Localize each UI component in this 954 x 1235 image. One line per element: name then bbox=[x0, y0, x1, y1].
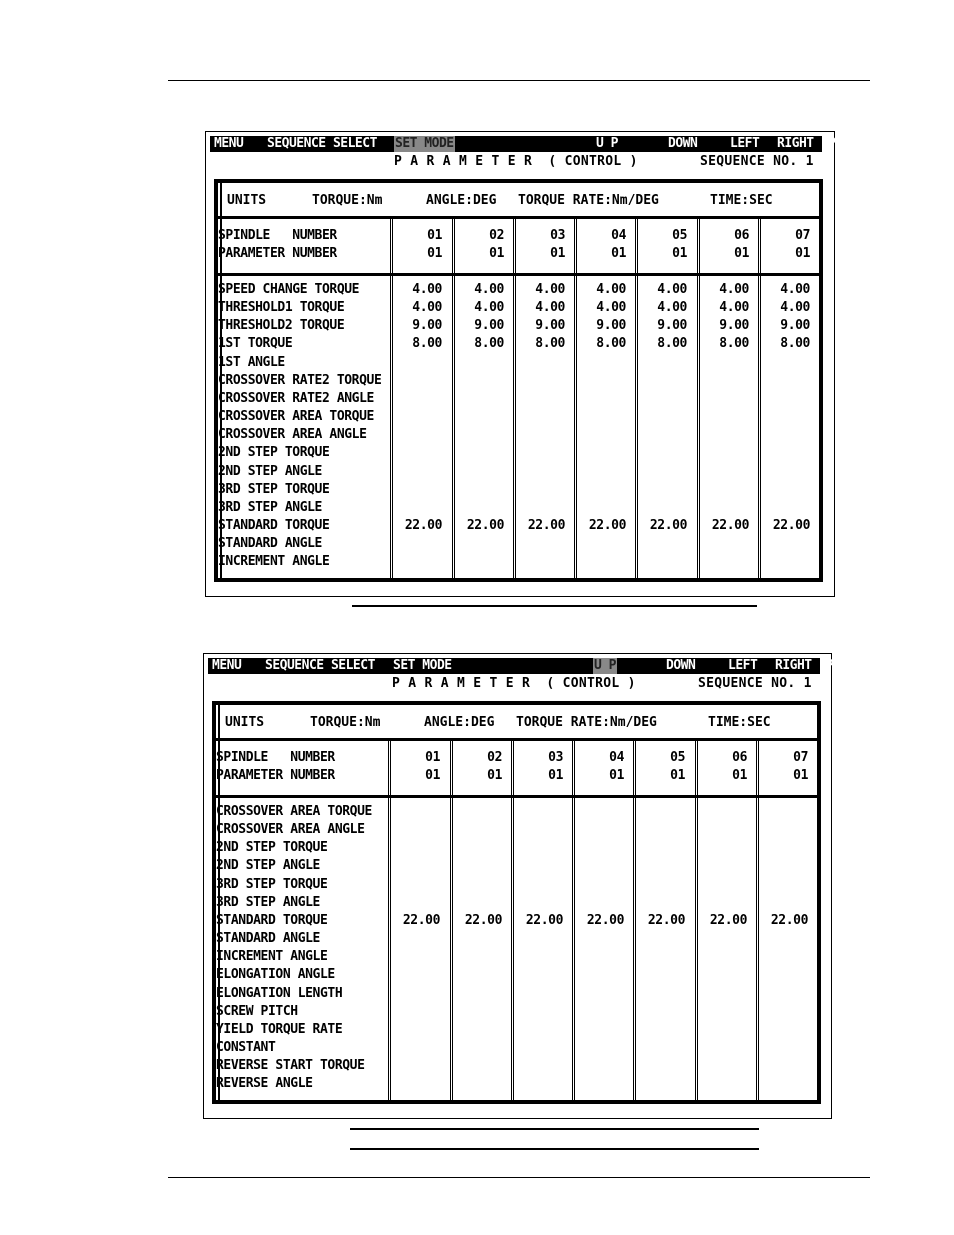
sequence-select-button[interactable]: SEQUENCE SELECT bbox=[267, 136, 377, 151]
parameter-row-label: YIELD TORQUE RATE bbox=[216, 1021, 343, 1037]
menu-button[interactable]: MENU bbox=[214, 136, 244, 151]
parameter-value[interactable]: 4.00 bbox=[474, 282, 504, 297]
units-torque: TORQUE:Nm bbox=[310, 715, 381, 730]
parameter-value[interactable]: 9.00 bbox=[780, 318, 810, 334]
parameter-value[interactable]: 9.00 bbox=[657, 318, 687, 334]
header-divider bbox=[216, 795, 817, 798]
parameter-value[interactable]: 22.00 bbox=[466, 517, 504, 533]
parameter-value[interactable]: 4.00 bbox=[474, 300, 504, 316]
parameter-value[interactable]: 22.00 bbox=[464, 912, 502, 928]
parameter-value[interactable]: 22.00 bbox=[588, 517, 626, 533]
spindle-number: 07 bbox=[795, 228, 810, 243]
parameter-value[interactable]: 9.00 bbox=[412, 318, 442, 334]
header-label: SPINDLE NUMBER bbox=[216, 750, 335, 765]
parameter-value[interactable]: 22.00 bbox=[404, 517, 442, 533]
parameter-row-label: 2ND STEP ANGLE bbox=[216, 858, 320, 874]
parameter-value[interactable]: 8.00 bbox=[657, 336, 687, 352]
units-torque: TORQUE:Nm bbox=[312, 193, 383, 208]
parameter-number: 01 bbox=[732, 768, 747, 783]
parameter-value[interactable]: 22.00 bbox=[709, 912, 747, 928]
parameter-value[interactable]: 9.00 bbox=[474, 318, 504, 334]
spindle-number: 02 bbox=[487, 750, 502, 765]
header-divider bbox=[218, 273, 819, 276]
parameter-number: 01 bbox=[489, 246, 504, 261]
spindle-number: 06 bbox=[734, 228, 749, 243]
top-page-rule bbox=[168, 80, 870, 81]
parameter-number: 01 bbox=[427, 246, 442, 261]
parameter-value[interactable]: 4.00 bbox=[719, 282, 749, 297]
print-button[interactable]: PRINT bbox=[828, 136, 865, 151]
parameter-number: 01 bbox=[548, 768, 563, 783]
parameter-value[interactable]: 9.00 bbox=[719, 318, 749, 334]
parameter-number: 01 bbox=[670, 768, 685, 783]
units-torque-rate: TORQUE RATE:Nm/DEG bbox=[516, 715, 657, 730]
parameter-row-label: STANDARD ANGLE bbox=[216, 931, 320, 947]
caption-rule-2a bbox=[350, 1128, 759, 1130]
units-time: TIME:SEC bbox=[710, 193, 773, 208]
menu-bar bbox=[208, 658, 863, 674]
parameter-number: 01 bbox=[487, 768, 502, 783]
parameter-row-label: 3RD STEP ANGLE bbox=[218, 499, 322, 515]
parameter-row-label: INCREMENT ANGLE bbox=[218, 554, 330, 570]
parameter-row-label: 2ND STEP TORQUE bbox=[216, 840, 328, 856]
units-angle: ANGLE:DEG bbox=[426, 193, 497, 208]
parameter-row-label: 3RD STEP TORQUE bbox=[216, 876, 328, 892]
spindle-number: 03 bbox=[548, 750, 563, 765]
caption-rule-1 bbox=[352, 605, 757, 607]
units-label: UNITS bbox=[227, 193, 267, 208]
units-label: UNITS bbox=[225, 715, 265, 730]
parameter-number: 01 bbox=[734, 246, 749, 261]
parameter-screen-2 bbox=[203, 653, 863, 1119]
parameter-number: 01 bbox=[609, 768, 624, 783]
parameter-value[interactable]: 8.00 bbox=[780, 336, 810, 352]
parameter-value[interactable]: 4.00 bbox=[657, 282, 687, 297]
down-button[interactable]: DOWN bbox=[668, 136, 698, 151]
parameter-row-label: 1ST ANGLE bbox=[218, 354, 285, 370]
sequence-select-button[interactable]: SEQUENCE SELECT bbox=[265, 658, 375, 673]
screen-title: P A R A M E T E R ( CONTROL ) bbox=[392, 676, 636, 691]
parameter-row-label: REVERSE START TORQUE bbox=[216, 1058, 365, 1074]
left-button[interactable]: LEFT bbox=[730, 136, 760, 151]
menu-button[interactable]: MENU bbox=[212, 658, 242, 673]
spindle-number: 03 bbox=[550, 228, 565, 243]
right-button[interactable]: RIGHT bbox=[775, 658, 812, 673]
parameter-table bbox=[214, 179, 823, 582]
spindle-number: 04 bbox=[611, 228, 626, 243]
parameter-number: 01 bbox=[793, 768, 808, 783]
parameter-value[interactable]: 4.00 bbox=[596, 300, 626, 316]
parameter-number: 01 bbox=[672, 246, 687, 261]
print-button[interactable]: PRINT bbox=[826, 658, 863, 673]
spindle-number: 02 bbox=[489, 228, 504, 243]
units-row bbox=[218, 183, 819, 219]
units-row bbox=[216, 705, 817, 741]
parameter-row-label: 3RD STEP TORQUE bbox=[218, 481, 330, 497]
parameter-row-label: 3RD STEP ANGLE bbox=[216, 894, 320, 910]
parameter-number: 01 bbox=[550, 246, 565, 261]
parameter-value[interactable]: 22.00 bbox=[711, 517, 749, 533]
parameter-row-label: CROSSOVER AREA ANGLE bbox=[216, 822, 365, 838]
parameter-row-label: STANDARD ANGLE bbox=[218, 536, 322, 552]
parameter-value[interactable]: 22.00 bbox=[770, 912, 808, 928]
parameter-value[interactable]: 22.00 bbox=[586, 912, 624, 928]
parameter-value[interactable]: 8.00 bbox=[535, 336, 565, 352]
parameter-row-label: CROSSOVER AREA TORQUE bbox=[218, 409, 374, 425]
spindle-number: 04 bbox=[609, 750, 624, 765]
screen-title: P A R A M E T E R ( CONTROL ) bbox=[394, 154, 638, 169]
parameter-value[interactable]: 4.00 bbox=[412, 282, 442, 297]
menu-bar bbox=[210, 136, 865, 152]
spindle-number: 07 bbox=[793, 750, 808, 765]
set-mode-button[interactable]: SET MODE bbox=[395, 136, 454, 151]
parameter-row-label: 1ST TORQUE bbox=[218, 336, 293, 352]
header-label: PARAMETER NUMBER bbox=[216, 768, 335, 783]
parameter-value[interactable]: 22.00 bbox=[525, 912, 563, 928]
parameter-value[interactable]: 22.00 bbox=[402, 912, 440, 928]
parameter-row-label: CROSSOVER RATE2 TORQUE bbox=[218, 372, 382, 388]
units-torque-rate: TORQUE RATE:Nm/DEG bbox=[518, 193, 659, 208]
spindle-number: 05 bbox=[672, 228, 687, 243]
parameter-value[interactable]: 4.00 bbox=[535, 282, 565, 297]
spindle-number: 01 bbox=[427, 228, 442, 243]
up-button[interactable]: U P bbox=[596, 136, 618, 151]
parameter-value[interactable]: 4.00 bbox=[780, 300, 810, 316]
parameter-value[interactable]: 22.00 bbox=[527, 517, 565, 533]
parameter-value[interactable]: 4.00 bbox=[780, 282, 810, 297]
units-angle: ANGLE:DEG bbox=[424, 715, 495, 730]
parameter-row-label: ELONGATION LENGTH bbox=[216, 985, 343, 1001]
spindle-number: 05 bbox=[670, 750, 685, 765]
header-label: SPINDLE NUMBER bbox=[218, 228, 337, 243]
parameter-table bbox=[212, 701, 821, 1104]
parameter-value[interactable]: 4.00 bbox=[596, 282, 626, 297]
parameter-number: 01 bbox=[425, 768, 440, 783]
parameter-value[interactable]: 9.00 bbox=[596, 318, 626, 334]
parameter-row-label: 2ND STEP ANGLE bbox=[218, 463, 322, 479]
parameter-value[interactable]: 8.00 bbox=[719, 336, 749, 352]
parameter-screen-1 bbox=[205, 131, 865, 597]
up-button[interactable]: U P bbox=[594, 658, 616, 673]
parameter-number: 01 bbox=[611, 246, 626, 261]
parameter-row-label: 2ND STEP TORQUE bbox=[218, 445, 330, 461]
bottom-page-rule bbox=[168, 1177, 870, 1178]
header-label: PARAMETER NUMBER bbox=[218, 246, 337, 261]
parameter-number: 01 bbox=[795, 246, 810, 261]
parameter-value[interactable]: 22.00 bbox=[647, 912, 685, 928]
parameter-row-label: CONSTANT bbox=[216, 1039, 276, 1055]
parameter-row-label: SCREW PITCH bbox=[216, 1003, 298, 1019]
parameter-row-label: ELONGATION ANGLE bbox=[216, 967, 335, 983]
parameter-value[interactable]: 4.00 bbox=[719, 300, 749, 316]
parameter-value[interactable]: 8.00 bbox=[412, 336, 442, 352]
parameter-value[interactable]: 9.00 bbox=[535, 318, 565, 334]
parameter-value[interactable]: 4.00 bbox=[657, 300, 687, 316]
parameter-row-label: SPEED CHANGE TORQUE bbox=[218, 282, 360, 297]
parameter-value[interactable]: 22.00 bbox=[772, 517, 810, 533]
parameter-row-label: INCREMENT ANGLE bbox=[216, 949, 328, 965]
parameter-value[interactable]: 4.00 bbox=[535, 300, 565, 316]
parameter-row-label: THRESHOLD2 TORQUE bbox=[218, 318, 345, 334]
parameter-row-label: STANDARD TORQUE bbox=[218, 517, 330, 533]
down-button[interactable]: DOWN bbox=[666, 658, 696, 673]
spindle-number: 01 bbox=[425, 750, 440, 765]
set-mode-button[interactable]: SET MODE bbox=[393, 658, 452, 673]
units-time: TIME:SEC bbox=[708, 715, 771, 730]
sequence-number: SEQUENCE NO. 1 bbox=[700, 154, 814, 169]
parameter-value[interactable]: 22.00 bbox=[649, 517, 687, 533]
parameter-row-label: STANDARD TORQUE bbox=[216, 912, 328, 928]
parameter-row-label: CROSSOVER RATE2 ANGLE bbox=[218, 390, 374, 406]
parameter-value[interactable]: 8.00 bbox=[596, 336, 626, 352]
caption-rule-2b bbox=[350, 1148, 759, 1150]
left-button[interactable]: LEFT bbox=[728, 658, 758, 673]
parameter-row-label: CROSSOVER AREA ANGLE bbox=[218, 427, 367, 443]
parameter-row-label: THRESHOLD1 TORQUE bbox=[218, 300, 345, 316]
right-button[interactable]: RIGHT bbox=[777, 136, 814, 151]
parameter-value[interactable]: 4.00 bbox=[412, 300, 442, 316]
sequence-number: SEQUENCE NO. 1 bbox=[698, 676, 812, 691]
spindle-number: 06 bbox=[732, 750, 747, 765]
parameter-row-label: CROSSOVER AREA TORQUE bbox=[216, 804, 372, 819]
parameter-row-label: REVERSE ANGLE bbox=[216, 1076, 313, 1092]
parameter-value[interactable]: 8.00 bbox=[474, 336, 504, 352]
